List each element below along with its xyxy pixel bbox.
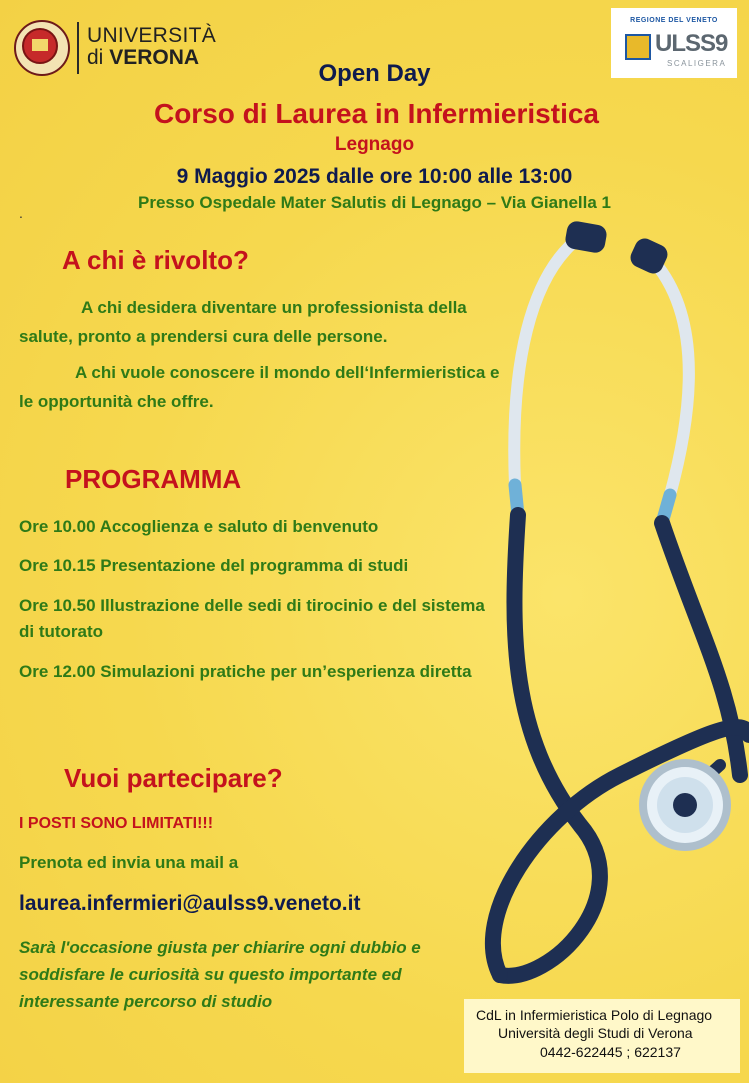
stethoscope-image — [470, 215, 749, 990]
university-name-line1: UNIVERSITÀ — [87, 24, 217, 47]
program-heading: PROGRAMMA — [65, 464, 242, 494]
course-title: Corso di Laurea in Infermieristica — [153, 98, 600, 129]
footer-line-2: Università degli Studi di Verona — [498, 1025, 693, 1041]
limited-notice: I POSTI SONO LIMITATI!!! — [19, 815, 214, 832]
program-item: Ore 10.15 Presentazione del programma di studi — [19, 556, 409, 575]
participate-heading: Vuoi partecipare? — [64, 763, 283, 793]
audience-paragraph-1: A chi desidera diventare un professionista della salute, pronto a prendersi cura delle persone. — [19, 298, 467, 346]
event-title: Open Day — [318, 60, 431, 87]
program-item: Ore 12.00 Simulazioni pratiche per un’esperienza diretta — [19, 662, 472, 681]
event-date: 9 Maggio 2025 dalle ore 10:00 alle 13:00 — [176, 165, 573, 188]
lion-icon — [625, 34, 651, 60]
closing-text: Sarà l'occasione giusta per chiarire ogni dubbio e soddisfare le curiosità su questo importante ed interessante percorso di studio — [19, 938, 421, 1011]
ulss-region: REGIONE DEL VENETO — [630, 17, 718, 24]
program-item: Ore 10.00 Accoglienza e saluto di benvenuto — [19, 517, 379, 536]
footer-phone: 0442-622445 ; 622137 — [540, 1044, 681, 1060]
ulss-sub: SCALIGERA — [667, 59, 727, 68]
audience-paragraph-2: A chi vuole conoscere il mondo dell‘Infermieristica e le opportunità che offre. — [19, 363, 500, 411]
contact-email-link[interactable]: laurea.infermieri@aulss9.veneto.it — [19, 892, 361, 915]
contact-footer — [464, 999, 740, 1073]
stray-dot: . — [19, 205, 23, 221]
audience-heading: A chi è rivolto? — [62, 245, 249, 275]
university-name-line2: di VERONA — [87, 46, 200, 69]
footer-line-1: CdL in Infermieristica Polo di Legnago — [476, 1007, 713, 1023]
booking-instructions: Prenota ed invia una mail a — [19, 853, 239, 872]
program-item: Ore 10.50 Illustrazione delle sedi di tirocinio e del sistema di tutorato — [19, 596, 485, 641]
city-title: Legnago — [334, 134, 415, 155]
ulss-name: ULSS9 — [655, 30, 728, 57]
event-place: Presso Ospedale Mater Salutis di Legnago – Via Gianella 1 — [137, 193, 612, 212]
